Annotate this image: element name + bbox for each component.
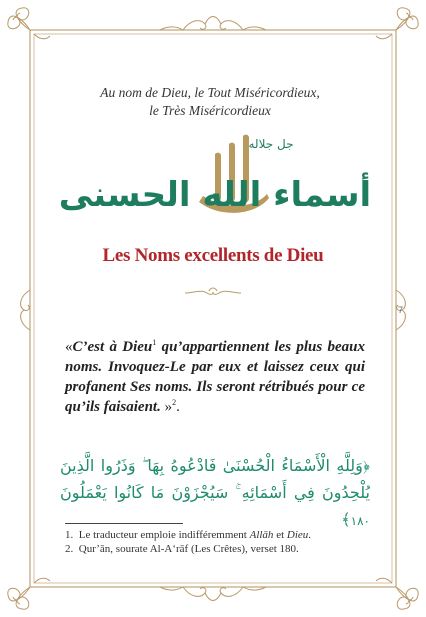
quote-open-mark: « [65,339,73,355]
quote-part-1: C’est à Dieu [72,339,153,355]
page-number: 7 [398,305,404,315]
footnote-separator [65,523,183,524]
footnote-1-end: . [308,529,312,541]
title-divider-ornament [183,285,243,299]
translation-quote [65,337,365,417]
footnote-2-number: 2. [65,543,74,555]
footnote-1-number: 1. [65,529,74,541]
footnote-ref-1[interactable]: 1 [152,338,157,347]
basmala-line-2: le Très Miséricordieux [149,103,271,118]
quote-close-mark: » [160,399,173,415]
footnote-1-text: Le traducteur emploie indifféremment [78,529,250,541]
quote-end: . [176,399,180,415]
basmala-translation [60,84,360,120]
footnote-1-term-allah: Allāh [249,529,274,541]
footnote-ref-2[interactable]: 2 [172,398,177,407]
footnote-1-term-dieu: Dieu [286,529,309,541]
ayah-number: ١٨٠ [350,514,370,528]
footnotes [65,528,365,556]
asma-al-husna-calligraphy [58,128,372,228]
quote-part-2: qu’appartiennent les plus beaux noms. Invoquez-Le par eux et laissez ceux qui profanent Ses noms. Ils seront rétribués pour ce qu’ils faisaient. [65,339,365,415]
footnote-1 [65,528,365,542]
asma-al-husna-text: أسماء الله الحسنى [58,175,372,215]
footnote-1-connector: et [273,529,287,541]
footnote-2 [65,542,365,556]
footnote-2-text: Qur’ān, sourate Al-A‘rāf (Les Crêtes), verset 180. [78,543,299,555]
arabic-verse-close: ﴾ [341,510,351,529]
basmala-line-1: Au nom de Dieu, le Tout Miséricordieux, [100,85,320,100]
arabic-verse-text: ﴿وَلِلَّهِ الْأَسْمَاءُ الْحُسْنَىٰ فَادْعُوهُ بِهَا ۖ وَذَرُوا الَّذِينَ يُلْحِدُونَ فِي أَسْمَائِهِ ۚ سَيُجْزَوْنَ مَا كَانُوا يَعْمَلُونَ [60,456,370,502]
jalla-jalaluh-text: جل جلاله [248,137,294,151]
page-title: Les Noms excellents de Dieu [102,245,324,266]
